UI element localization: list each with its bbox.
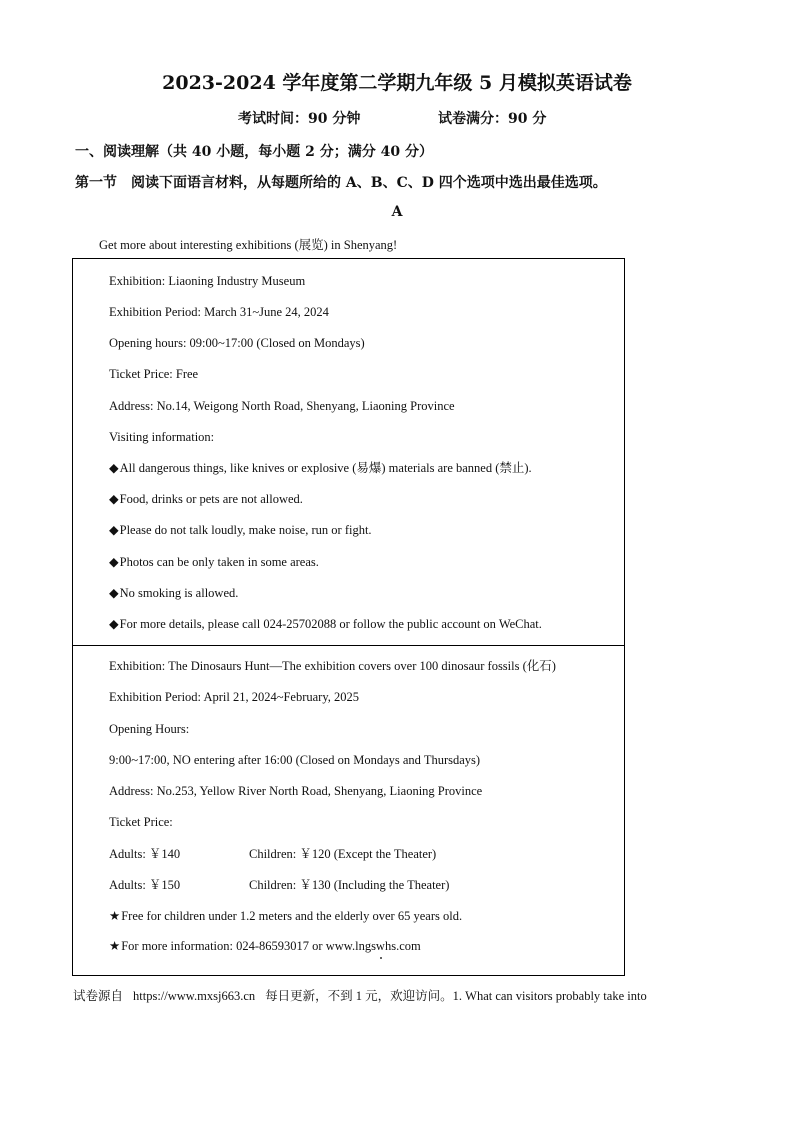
- rule-item: [109, 585, 238, 601]
- rule-text: For more details, please call 024-25702088 or follow the public account on WeChat.: [119, 617, 542, 631]
- exam-time: 考试时间：90 分钟: [238, 111, 361, 127]
- exhibition2-hours-heading: Opening Hours:: [109, 722, 190, 736]
- full-score: 试卷满分：90 分: [438, 111, 547, 127]
- note-text: Free for children under 1.2 meters and the elderly over 65 years old.: [121, 909, 463, 923]
- rule-item: [109, 522, 372, 538]
- diamond-bullet-icon: ◆: [109, 617, 119, 631]
- rule-item: [109, 491, 303, 507]
- page-title: 2023-2024 学年度第二学期九年级 5 月模拟英语试卷: [162, 72, 632, 94]
- exhibition1-ticket: Ticket Price: Free: [109, 367, 199, 381]
- exhibition2-period: Exhibition Period: April 21, 2024~February, 2025: [109, 690, 360, 704]
- note-item: [109, 908, 462, 924]
- passage-intro: Get more about interesting exhibitions (展览) in Shenyang!: [99, 238, 398, 252]
- diamond-bullet-icon: ◆: [109, 492, 119, 506]
- diamond-bullet-icon: ◆: [109, 586, 119, 600]
- rule-text: No smoking is allowed.: [119, 586, 239, 600]
- adult-price: Adults: ￥140: [109, 847, 181, 861]
- rule-text: Photos can be only taken in some areas.: [119, 555, 319, 569]
- footer-source-label: 试卷源自: [73, 989, 124, 1003]
- diamond-bullet-icon: ◆: [109, 461, 119, 475]
- exhibition2-ticket-heading: Ticket Price:: [109, 815, 173, 829]
- exhibition1-visiting-heading: Visiting information:: [109, 430, 215, 444]
- rule-item: [109, 460, 532, 476]
- rule-item: [109, 616, 542, 632]
- star-bullet-icon: ★: [109, 909, 121, 923]
- question-start: 1. What can visitors probably take into: [452, 989, 647, 1003]
- footer-url[interactable]: https://www.mxsj663.cn: [133, 989, 256, 1003]
- adult-price: Adults: ￥150: [109, 878, 181, 892]
- rule-text: Food, drinks or pets are not allowed.: [119, 492, 303, 506]
- footer-slogan: 每日更新，不到 1 元，欢迎访问。: [265, 989, 453, 1003]
- diamond-bullet-icon: ◆: [109, 555, 119, 569]
- child-price: Children: ￥120 (Except the Theater): [249, 847, 437, 861]
- exhibition2-name: Exhibition: The Dinosaurs Hunt—The exhibition covers over 100 dinosaur fossils (化石): [109, 659, 556, 673]
- star-bullet-icon: ★: [109, 939, 121, 953]
- note-text: For more information: 024-86593017 or www.lngswhs.com: [121, 939, 421, 953]
- exhibition2-address: Address: No.253, Yellow River North Road, Shenyang, Liaoning Province: [109, 784, 483, 798]
- diamond-bullet-icon: ◆: [109, 523, 119, 537]
- rule-item: [109, 554, 319, 570]
- exhibition-divider: [73, 645, 624, 646]
- section-heading: 一、阅读理解（共 40 小题，每小题 2 分；满分 40 分）: [75, 144, 433, 160]
- exhibition1-period: Exhibition Period: March 31~June 24, 2024: [109, 305, 329, 319]
- rule-text: All dangerous things, like knives or explosive (易爆) materials are banned (禁止).: [119, 461, 532, 475]
- child-price: Children: ￥130 (Including the Theater): [249, 878, 450, 892]
- exhibition1-hours: Opening hours: 09:00~17:00 (Closed on Mondays): [109, 336, 365, 350]
- exhibition2-hours: 9:00~17:00, NO entering after 16:00 (Closed on Mondays and Thursdays): [109, 753, 481, 767]
- section-instruction: 第一节 阅读下面语言材料，从每题所给的 A、B、C、D 四个选项中选出最佳选项。: [75, 175, 607, 191]
- exhibition-notice-box: [72, 258, 625, 976]
- exhibition1-name: Exhibition: Liaoning Industry Museum: [109, 274, 306, 288]
- exhibition1-address: Address: No.14, Weigong North Road, Shenyang, Liaoning Province: [109, 399, 455, 413]
- rule-text: Please do not talk loudly, make noise, run or fight.: [119, 523, 372, 537]
- stray-dot: [380, 957, 382, 959]
- footer: [73, 986, 657, 1004]
- passage-letter: A: [391, 204, 403, 220]
- note-item: [109, 938, 421, 954]
